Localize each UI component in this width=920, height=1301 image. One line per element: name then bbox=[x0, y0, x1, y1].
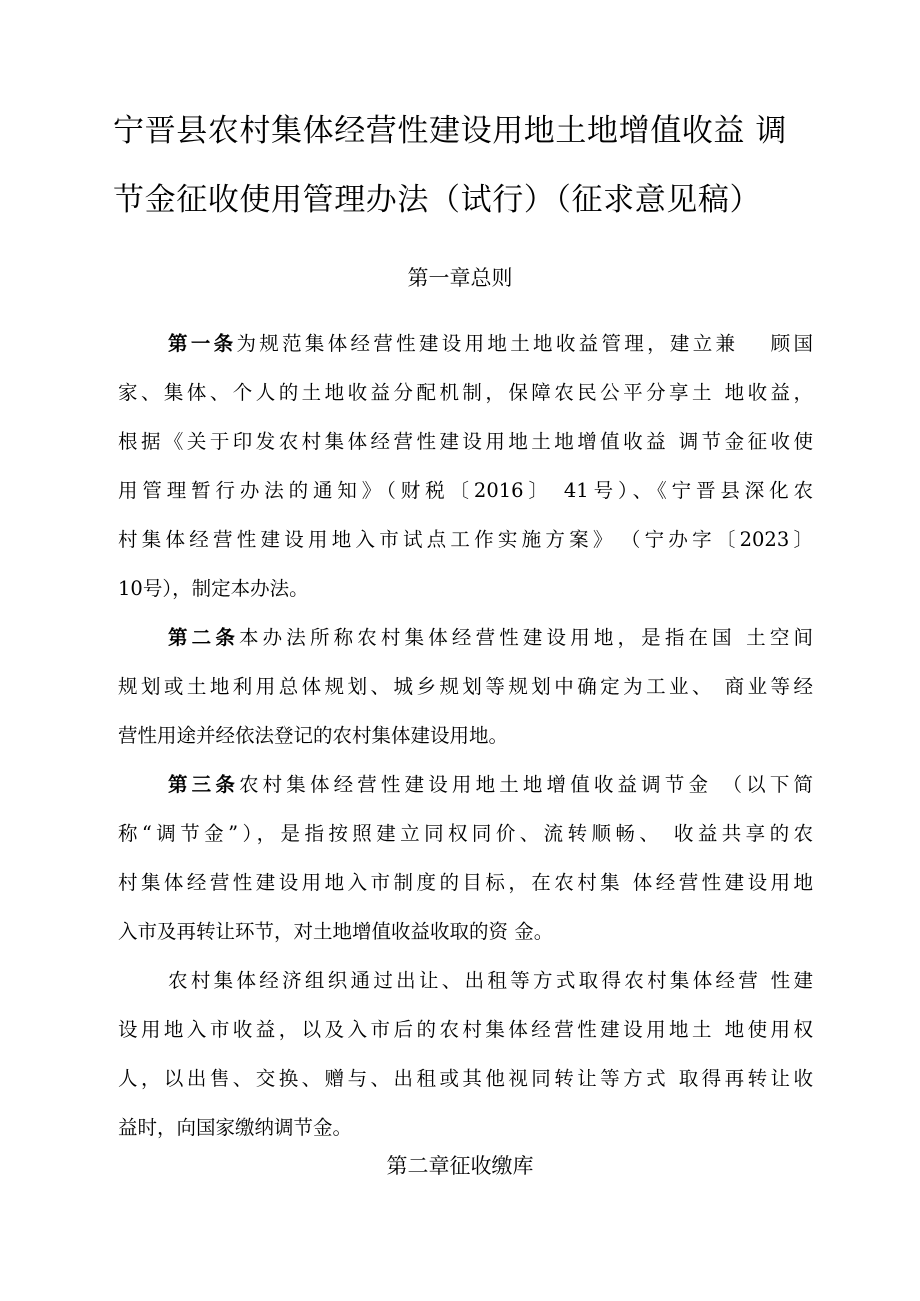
article-2-label: 第二条 bbox=[168, 626, 239, 649]
chapter-heading-collection: 第二章征收缴库 bbox=[386, 1154, 534, 1178]
paragraph-4-line-1: 农村集体经济组织通过出让、出租等方式取得农村集体经营 性建 bbox=[168, 969, 813, 992]
paragraph-4-line-3: 人，以出售、交换、赠与、出租或其他视同转让等方式 取得再转让收 bbox=[118, 1067, 813, 1090]
article-3-label: 第三条 bbox=[168, 773, 239, 796]
article-2-line-1 bbox=[168, 628, 813, 648]
article-3-line-1 bbox=[168, 775, 813, 795]
paragraph-4-line-2: 设用地入市收益，以及入市后的农村集体经营性建设用地土 地使用权 bbox=[118, 1018, 813, 1041]
article-2-line-3: 营性用途并经依法登记的农村集体建设用地。 bbox=[118, 724, 509, 747]
article-1-line-4: 用管理暂行办法的通知》（财税〔2016〕 41号）、《宁晋县深化农 bbox=[118, 479, 813, 502]
article-1-line-3: 根据《关于印发农村集体经营性建设用地土地增值收益 调节金征收使 bbox=[118, 430, 813, 453]
article-1-line-1 bbox=[168, 334, 813, 354]
document-title-line-2: 节金征收使用管理办法（试行）（征求意见稿） bbox=[113, 182, 762, 218]
article-1-line-2: 家、集体、个人的土地收益分配机制，保障农民公平分享土 地收益， bbox=[118, 381, 813, 404]
article-2-text-1: 本办法所称农村集体经营性建设用地，是指在国 土空间 bbox=[238, 626, 813, 649]
article-3-line-2: 称“调节金”），是指按照建立同权同价、流转顺畅、 收益共享的农 bbox=[118, 822, 813, 845]
article-1-text-1: 为规范集体经营性建设用地土地收益管理，建立兼 顾国 bbox=[236, 332, 813, 355]
article-2-line-2: 规划或土地利用总体规划、城乡规划等规划中确定为工业、 商业等经 bbox=[118, 675, 813, 698]
article-1-line-6: 10号），制定本办法。 bbox=[118, 577, 309, 600]
paragraph-4-line-4: 益时，向国家缴纳调节金。 bbox=[118, 1116, 353, 1139]
article-1-label: 第一条 bbox=[168, 332, 237, 355]
article-3-line-3: 村集体经营性建设用地入市制度的目标，在农村集 体经营性建设用地 bbox=[118, 871, 813, 894]
document-title-line-1: 宁晋县农村集体经营性建设用地土地增值收益 调 bbox=[113, 113, 788, 149]
article-3-text-1: 农村集体经营性建设用地土地增值收益调节金 （以下简 bbox=[238, 773, 813, 796]
article-3-line-4: 入市及再转让环节，对土地增值收益收取的资 金。 bbox=[118, 920, 554, 943]
chapter-heading-general-provisions: 第一章总则 bbox=[407, 266, 513, 290]
article-1-line-5: 村集体经营性建设用地入市试点工作实施方案》 （宁办字〔2023〕 bbox=[118, 528, 813, 551]
